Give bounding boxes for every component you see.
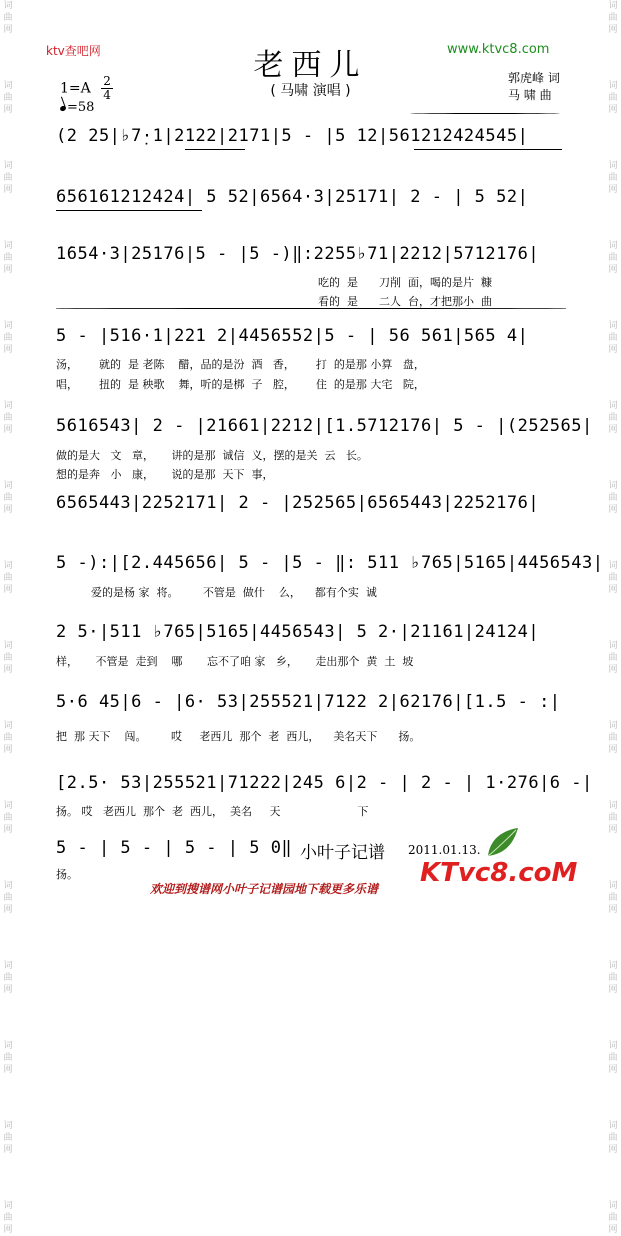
- score-line-1: (2 25|♭7̣·1|2122|2171|5 - |5 12|561212424545|: [56, 126, 529, 146]
- lyric-line-7: 爱的是杨 家 将。 不管是 做什 么， 都有个实 诚: [56, 586, 377, 599]
- beam-line: [185, 149, 245, 150]
- right-watermark-strip: 词曲网 词曲网 词曲网 词曲网 词曲网 词曲网 词曲网 词曲网 词曲网 词曲网 词曲网 词曲网 词曲网 词曲网 词曲网 词曲网: [608, 1, 618, 1235]
- score-line-7: 5 -):|[2.445656| 5 - |5 - ‖: 511 ♭765|5165|4456543|: [56, 553, 604, 573]
- page-title: 老西儿: [253, 48, 368, 83]
- lyric-line-9: 把 那 天下 闯。 哎 老西儿 那个 老 西儿， 美名天下 扬。: [56, 730, 421, 743]
- site-watermark-left: ktv查吧网: [46, 44, 101, 58]
- lyric-line-4a: 汤， 就的 是 老陈 醋，品的是汾 酒 香， 打 的是那 小算 盘，: [56, 358, 425, 371]
- lyric-line-4b: 唱， 扭的 是 秧歌 舞，听的是梆 子 腔， 住 的是那 大宅 院，: [56, 378, 425, 391]
- lyric-line-10: 扬。 哎 老西儿 那个 老 西儿， 美名 天 下: [56, 805, 369, 818]
- score-line-2: 656161212424| 5 52|6564·3|25171| 2 - | 5 52|: [56, 187, 529, 207]
- lyric-line-3b: 看的 是 二人 台，才把那小 曲: [318, 295, 492, 308]
- score-line-3: 1̇654·3|25176|5 - |5 -)‖:2255♭71|2212|5712176|: [56, 244, 540, 264]
- lyricist-credit: 郭虎峰 词: [508, 71, 560, 85]
- score-line-8: 2 5·|511 ♭765|5165|4456543| 5 2·|21161|24124|: [56, 622, 540, 642]
- lyric-line-3a: 吃的 是 刀削 面，喝的是片 糠: [318, 276, 492, 289]
- quarter-note-icon: [59, 105, 66, 112]
- composer-credit: 马 啸 曲: [508, 88, 552, 102]
- tea-leaf-icon: [484, 826, 520, 860]
- transcriber-name: 小叶子记谱: [300, 843, 385, 863]
- site-watermark-right: www.ktvc8.com: [447, 42, 550, 57]
- tie-arc: [410, 113, 560, 114]
- score-line-5: 5616543| 2 - |21661|2212|[1.5712176| 5 - |(252565|: [56, 416, 593, 436]
- tempo-marking: =58: [60, 100, 94, 115]
- score-line-9: 5·6 45|6 - |6· 53|255521|7122 2|62176|[1.5 - :|: [56, 692, 561, 712]
- time-signature-top: 2: [103, 74, 111, 88]
- footer-banner: 欢迎到搜谱网小叶子记谱园地下载更多乐谱: [150, 882, 379, 896]
- lyric-line-8: 样， 不管是 走到 哪 忘不了咱 家 乡， 走出那个 黄 土 坡: [56, 655, 414, 668]
- transcription-date: 2011.01.13.: [408, 843, 481, 857]
- score-line-11: 5 - | 5 - | 5 - | 5 0‖: [56, 838, 293, 858]
- site-logo: KTvc8.coM: [420, 858, 578, 888]
- beam-line: [414, 149, 562, 150]
- score-line-10: [2.5· 53|255521|71222|245 6|2 - | 2 - | 1·276|6 -|: [56, 773, 593, 793]
- score-line-6: 6565443|2252171| 2 - |252565|6565443|2252176|: [56, 493, 540, 513]
- left-watermark-strip: 词曲网 词曲网 词曲网 词曲网 词曲网 词曲网 词曲网 词曲网 词曲网 词曲网 词曲网 词曲网 词曲网 词曲网 词曲网 词曲网: [3, 1, 13, 1235]
- lyric-line-5a: 做的是大 文 章， 讲的是那 诚信 义，摆的是关 云 长。: [56, 449, 368, 462]
- beam-line: [56, 210, 202, 211]
- key-signature: 1=A $\frac{2}{4}$: [60, 74, 111, 102]
- lyric-line-5b: 想的是奔 小 康， 说的是那 天下 事，: [56, 468, 274, 481]
- performer-subtitle: ( 马啸 演唱 ): [270, 83, 351, 99]
- score-line-4: 5 - |516·1|221 2|4456552|5 - | 56 561|565 4|: [56, 326, 529, 346]
- time-signature-bottom: 4: [103, 88, 111, 102]
- lyric-line-11: 扬。: [56, 868, 78, 881]
